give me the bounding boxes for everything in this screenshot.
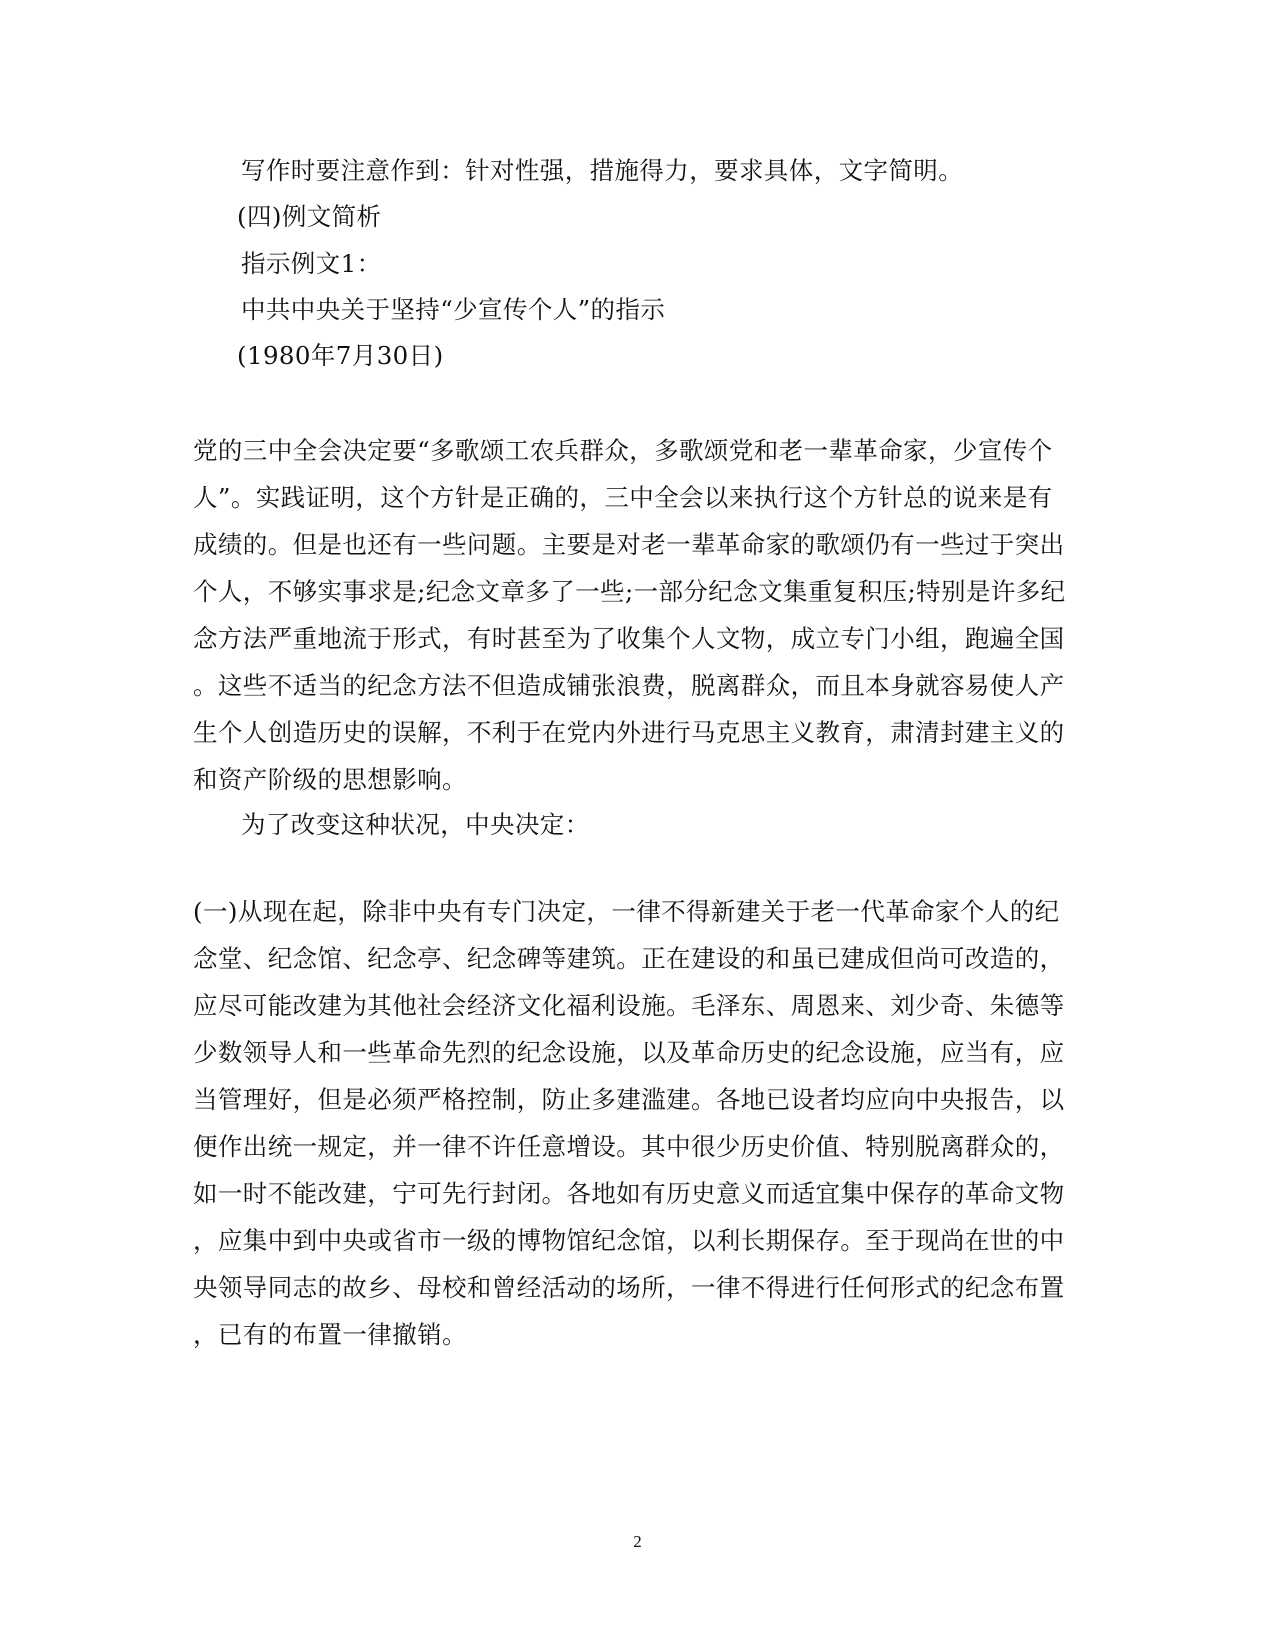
paragraph-line: 成绩的。但是也还有一些问题。主要是对老一辈革命家的歌颂仍有一些过于突出 bbox=[193, 530, 1065, 559]
paragraph-line: 念堂、纪念馆、纪念亭、纪念碑等建筑。正在建设的和虽已建成但尚可改造的， bbox=[193, 944, 1065, 973]
paragraph-background bbox=[193, 436, 1073, 812]
intro-line-writing-notes: 写作时要注意作到：针对性强，措施得力，要求具体，文字简明。 bbox=[241, 156, 964, 185]
paragraph-line: 当管理好，但是必须严格控制，防止多建滥建。各地已设者均应向中央报告，以 bbox=[193, 1085, 1065, 1114]
section-heading-example-analysis: (四)例文简析 bbox=[237, 202, 382, 231]
paragraph-line: 如一时不能改建，宁可先行封闭。各地如有历史意义而适宜集中保存的革命文物 bbox=[193, 1179, 1065, 1208]
paragraph-line: 生个人创造历史的误解，不利于在党内外进行马克思主义教育，肃清封建主义的 bbox=[193, 718, 1065, 747]
paragraph-decision-one bbox=[193, 897, 1073, 1367]
paragraph-line: 个人，不够实事求是;纪念文章多了一些;一部分纪念文集重复积压;特别是许多纪 bbox=[193, 577, 1066, 606]
paragraph-line: 央领导同志的故乡、母校和曾经活动的场所，一律不得进行任何形式的纪念布置 bbox=[193, 1273, 1065, 1302]
paragraph-line: 。这些不适当的纪念方法不但造成铺张浪费，脱离群众，而且本身就容易使人产 bbox=[193, 671, 1065, 700]
document-title: 中共中央关于坚持“少宣传个人”的指示 bbox=[241, 295, 666, 324]
document-date: (1980年7月30日) bbox=[237, 341, 444, 370]
example-label: 指示例文1： bbox=[241, 249, 382, 278]
paragraph-line: ，应集中到中央或省市一级的博物馆纪念馆，以利长期保存。至于现尚在世的中 bbox=[193, 1226, 1065, 1255]
paragraph-line: 少数领导人和一些革命先烈的纪念设施，以及革命历史的纪念设施，应当有，应 bbox=[193, 1038, 1065, 1067]
decision-intro-line: 为了改变这种状况，中央决定： bbox=[241, 810, 590, 839]
paragraph-line: ，已有的布置一律撤销。 bbox=[193, 1320, 467, 1349]
paragraph-line: 和资产阶级的思想影响。 bbox=[193, 765, 467, 794]
paragraph-line: 人”。实践证明，这个方针是正确的，三中全会以来执行这个方针总的说来是有 bbox=[193, 483, 1053, 512]
paragraph-line: 党的三中全会决定要“多歌颂工农兵群众，多歌颂党和老一辈革命家，少宣传个 bbox=[193, 436, 1053, 465]
page-number: 2 bbox=[633, 1532, 642, 1551]
paragraph-line: 念方法严重地流于形式，有时甚至为了收集个人文物，成立专门小组，跑遍全国 bbox=[193, 624, 1065, 653]
paragraph-line: 应尽可能改建为其他社会经济文化福利设施。毛泽东、周恩来、刘少奇、朱德等 bbox=[193, 991, 1065, 1020]
paragraph-line: 便作出统一规定，并一律不许任意增设。其中很少历史价值、特别脱离群众的， bbox=[193, 1132, 1065, 1161]
paragraph-line: (一)从现在起，除非中央有专门决定，一律不得新建关于老一代革命家个人的纪 bbox=[193, 897, 1060, 926]
